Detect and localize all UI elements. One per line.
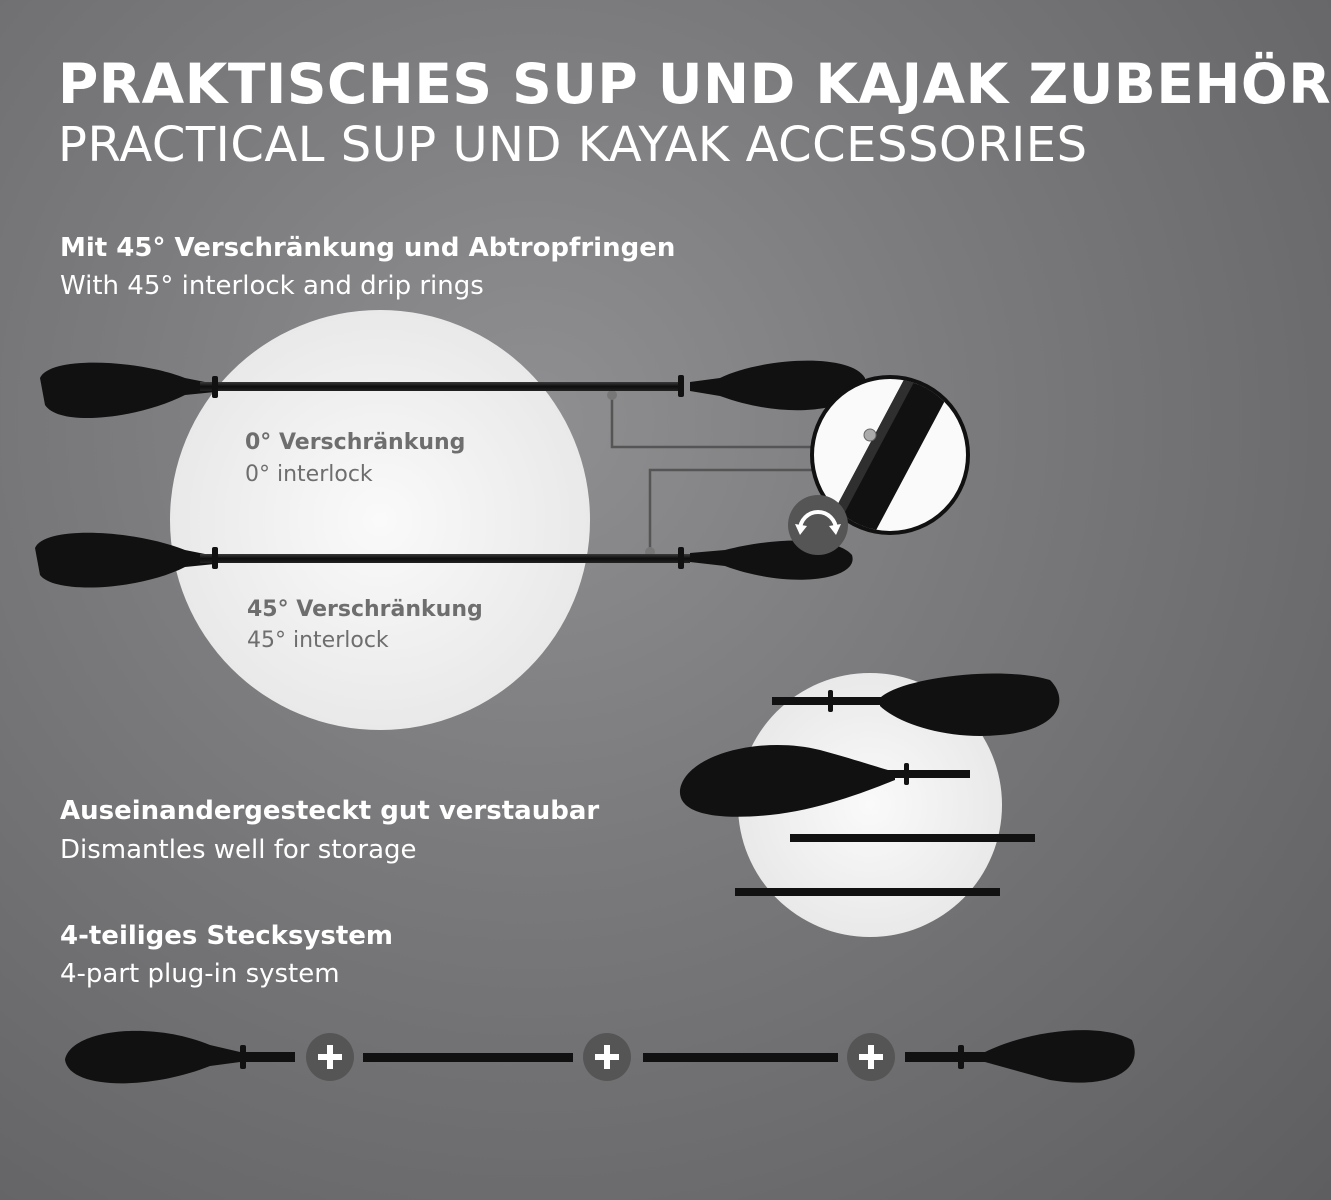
label-zero-en: 0° interlock bbox=[245, 462, 373, 487]
feature-interlock-title-de: Mit 45° Verschränkung und Abtropfringen bbox=[60, 233, 676, 263]
page-title-en: PRACTICAL SUP UND KAYAK ACCESSORIES bbox=[58, 117, 1088, 173]
rotate-icon bbox=[788, 495, 848, 555]
label-fortyfive-en: 45° interlock bbox=[247, 628, 389, 653]
feature-interlock-title-en: With 45° interlock and drip rings bbox=[60, 271, 484, 301]
feature-system-title-en: 4-part plug-in system bbox=[60, 959, 340, 989]
feature-storage-title-en: Dismantles well for storage bbox=[60, 835, 417, 865]
page-title-de: PRAKTISCHES SUP UND KAJAK ZUBEHÖR bbox=[58, 52, 1331, 116]
interlock-circle bbox=[170, 310, 590, 730]
plus-icon bbox=[583, 1033, 631, 1081]
plus-icon bbox=[306, 1033, 354, 1081]
label-fortyfive-de: 45° Verschränkung bbox=[247, 597, 483, 622]
feature-system-title-de: 4-teiliges Stecksystem bbox=[60, 921, 393, 951]
plus-icon bbox=[847, 1033, 895, 1081]
feature-storage-title-de: Auseinandergesteckt gut verstaubar bbox=[60, 796, 600, 826]
label-zero-de: 0° Verschränkung bbox=[245, 430, 466, 455]
